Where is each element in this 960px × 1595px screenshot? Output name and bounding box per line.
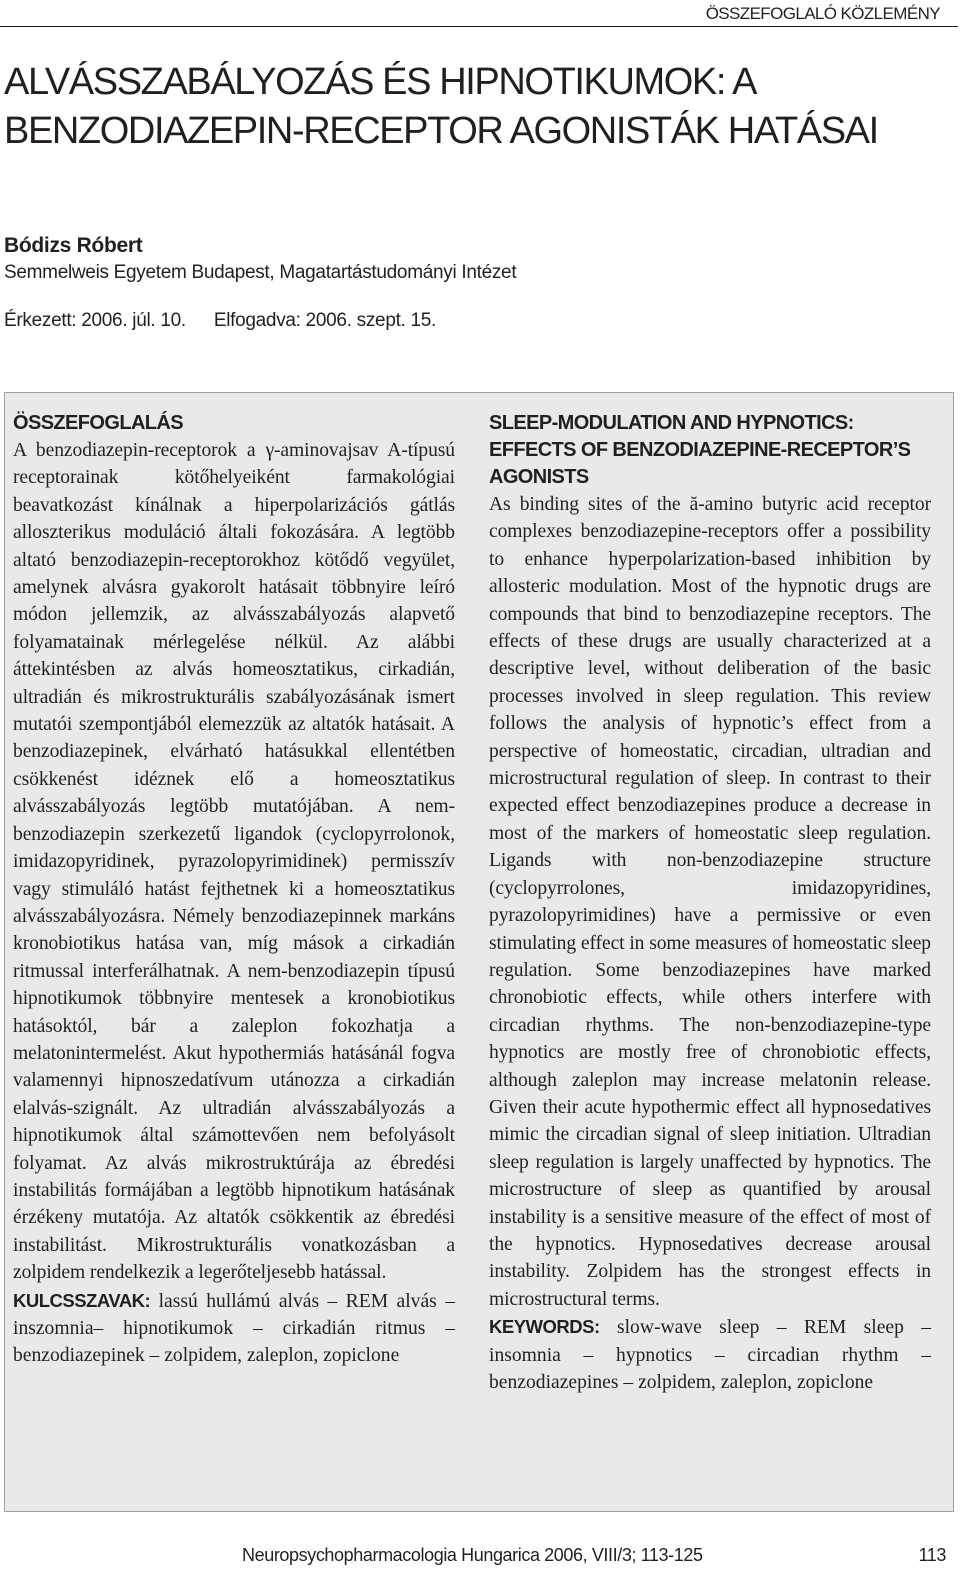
abstract-body-hu: A benzodiazepin-receptorok a γ-aminovajsav A-típusú receptorainak kötőhelyeiként farmakológiai beavatkozást kínálnak a hiperpolarizációs gátlás alloszterikus moduláció általi fokozására. A legtöbb altató benzodiazepin-receptorokhoz kötődő vegyület, amelynek alvásra gyakorolt hatásait többnyire leíró módon jellemzik, az alvásszabályozás alapvető folyamatainak mérlegelése nélkül. Az alábbi áttekintésben az alvás homeosztatikus, cirkadián, ultradián és mikrostrukturális szabályozásának ismert mutatói szempontjából elemezzük az altatók hatásait. A benzodiazepinek, elvárható hatásukkal ellentétben csökkenést idéznek elő a homeosztatikus alvásszabályozás legtöbb mutatójában. A nem-benzodiazepin szerkezetű ligandok (cyclopyrrolonok, imidazopyridinek, pyrazolopyrimidinek) permisszív vagy stimuláló hatást fejthetnek ki a homeosztatikus alvásszabályozásra. Némely benzodiazepinnek markáns kronobiotikus hatása van, míg mások a cirkadián ritmussal interferálhatnak. A nem-benzodiazepin típusú hipnotikumok többnyire mentesek a kronobiotikus hatásoktól, bár a zaleplon fokozhatja a melatonintermelést. Akut hypothermiás hatásánál fogva valamennyi hipnoszedatívum utánozza a cirkadián elalvás-szignált. Az ultradián alvásszabályozás a hipnotikumok által számottevően nem befolyásolt folyamat. Az alvás mikrostruktúrája az ébredési instabilitás formájában a legtöbb hipnotikum hatásának érzékeny mutatója. Az altatók csökkentik az ébredési instabilitást. Mikrostrukturális vonatkozásban a zolpidem rendelkezik a legerőteljesebb hatással. — [13, 440, 455, 1284]
header-rule — [0, 26, 958, 27]
keywords-label-en: KEYWORDS: — [489, 1316, 600, 1338]
abstract-hungarian — [13, 410, 455, 1370]
keywords-text-en: slow-wave sleep – REM sleep – insomnia – hypnotics – circadian rhythm – benzodiazepines – zolpidem, zaleplon, zopiclone — [489, 1317, 931, 1393]
accepted-date: Elfogadva: 2006. szept. 15. — [213, 310, 437, 331]
keywords-text-hu: lassú hullámú alvás – REM alvás – inszomnia– hipnotikumok – cirkadián ritmus – benzodiazepinek – zolpidem, zaleplon, zopiclone — [13, 1290, 455, 1367]
abstract-english — [489, 410, 931, 1396]
abstract-body-en: As binding sites of the ă-amino butyric acid receptor complexes benzodiazepine-receptors offer a possibility to enhance hyperpolarization-based inhibition by allosteric modulation. Most of the hypnotic drugs are compounds that bind to benzodiazepine receptors. The effects of these drugs are usually characterized at a descriptive level, without deliberation of the basic processes involved in sleep regulation. This review follows the analysis of hypnotic’s effect from a perspective of homeostatic, circadian, ultradian and microstructural regulation of sleep. In contrast to their expected effect benzodiazepines produce a decrease in most of the markers of homeostatic sleep regulation. Ligands with non-benzodiazepine structure (cyclopyrrolones, imidazopyridines, pyrazolopyrimidines) have a permissive or even stimulating effect in some measures of homeostatic sleep regulation. Some benzodiazepines have marked chronobiotic effects, while others interfere with circadian rhythms. The non-benzodiazepine-type hypnotics are mostly free of chronobiotic effects, although zaleplon may increase melatonin release. Given their acute hypothermic effect all hypnosedatives mimic the circadian signal of sleep initiation. Ultradian sleep regulation is largely unaffected by hypnotics. The microstructure of sleep as quantified by arousal instability is a sensitive measure of the effect of most of the hypnotics. Hypnosedatives decrease arousal instability. Zolpidem has the strongest effects in microstructural terms. — [489, 494, 931, 1310]
author-name: Bódizs Róbert — [4, 234, 143, 257]
abstract-heading-hu: ÖSSZEFOGLALÁS — [13, 412, 183, 434]
keywords-hu — [13, 1287, 455, 1370]
received-date: Érkezett: 2006. júl. 10. — [4, 310, 186, 331]
journal-citation: Neuropsychopharmacologia Hungarica 2006, VIII/3; 113-125 — [242, 1545, 703, 1565]
keywords-label-hu: KULCSSZAVAK: — [13, 1289, 151, 1311]
section-label: ÖSSZEFOGLALÓ KÖZLEMÉNY — [705, 4, 940, 23]
article-dates — [4, 310, 436, 332]
abstract-heading-en: SLEEP-MODULATION AND HYPNOTICS: EFFECTS OF BENZODIAZEPINE-RECEPTOR’S AGONISTS — [489, 412, 911, 488]
keywords-en — [489, 1313, 931, 1396]
article-title: ALVÁSSZABÁLYOZÁS ÉS HIPNOTIKUMOK: A BENZODIAZEPIN-RECEPTOR AGONISTÁK HATÁSAI — [4, 61, 878, 152]
page-number: 113 — [918, 1545, 946, 1565]
author-affiliation: Semmelweis Egyetem Budapest, Magatartástudományi Intézet — [4, 262, 517, 283]
